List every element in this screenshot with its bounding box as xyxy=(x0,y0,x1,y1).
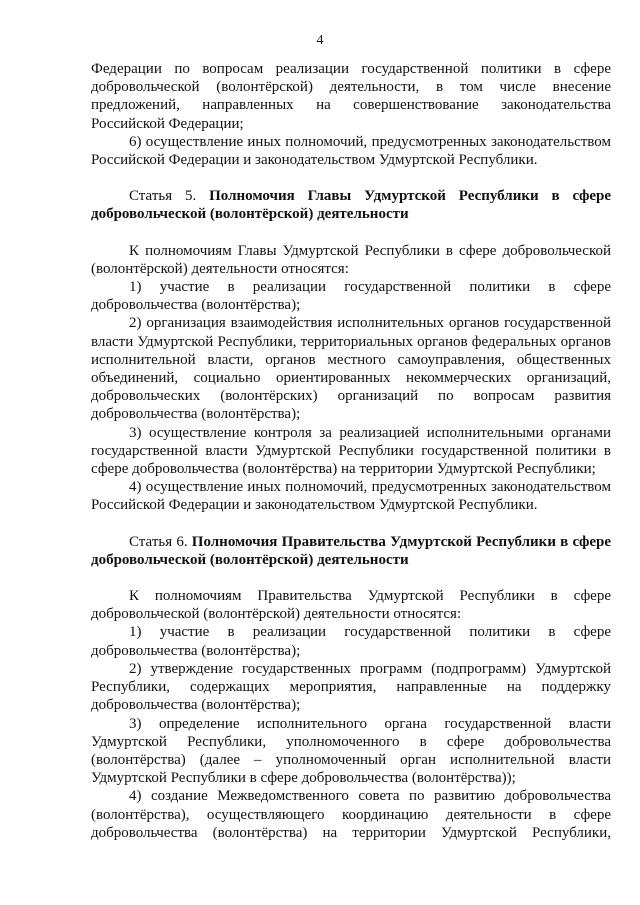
article-title: Полномочия Правительства Удмуртской Республики в сфере добровольческой (волонтёрской) деятельности xyxy=(91,533,611,568)
article-label: Статья 6. xyxy=(129,533,188,550)
article-label: Статья 5. xyxy=(129,188,197,205)
article-6-heading xyxy=(91,533,611,569)
list-item: 2) организация взаимодействия исполнительных органов государственной власти Удмуртской Республики, территориальных органов федеральных органов исполнительной власти, органов местного самоуправления, общественных объединений, социально ориентированных некоммерческих организаций, добровольческих (волонтёрских) организаций по вопросам развития добровольчества (волонтёрства); xyxy=(91,315,611,423)
article-intro: К полномочиям Главы Удмуртской Республики в сфере добровольческой (волонтёрской) деятельности относятся: xyxy=(91,242,611,277)
article-intro: К полномочиям Правительства Удмуртской Республики в сфере добровольческой (волонтёрской) деятельности относятся: xyxy=(91,588,611,623)
paragraph: 6) осуществление иных полномочий, предусмотренных законодательством Российской Федерации и законодательством Удмуртской Республики. xyxy=(91,133,611,169)
article-title: Полномочия Главы Удмуртской Республики в сфере добровольческой (волонтёрской) деятельности xyxy=(91,188,611,223)
paragraph: Федерации по вопросам реализации государственной политики в сфере добровольческой (волонтёрской) деятельности, в том числе внесение предложений, направленных на совершенствование законодательства Российской Федерации; xyxy=(91,61,611,132)
page-number: 4 xyxy=(316,33,324,48)
list-item: 1) участие в реализации государственной политики в сфере добровольчества (волонтёрства); xyxy=(91,624,611,659)
article-5-heading xyxy=(91,187,611,223)
list-item: 4) создание Межведомственного совета по развитию добровольчества (волонтёрства), осуществляющего координацию деятельности в сфере добровольчества (волонтёрства) на территории Удмуртской Республики, xyxy=(91,788,611,841)
list-item: 3) осуществление контроля за реализацией исполнительными органами государственной власти Удмуртской Республики государственной политики в сфере добровольчества (волонтёрства) на территории Удмуртской Республики; xyxy=(91,424,611,478)
list-item: 3) определение исполнительного органа государственной власти Удмуртской Республики, уполномоченного в сфере добровольчества (волонтёрства) (далее – уполномоченный орган исполнительной власти Удмуртской Республики в сфере добровольчества (волонтёрства)); xyxy=(91,715,611,787)
list-item: 2) утверждение государственных программ (подпрограмм) Удмуртской Республики, содержащих мероприятия, направленные на поддержку добровольчества (волонтёрства); xyxy=(91,660,611,714)
list-item: 4) осуществление иных полномочий, предусмотренных законодательством Российской Федерации и законодательством Удмуртской Республики. xyxy=(91,479,611,514)
document-body xyxy=(91,60,611,842)
list-item: 1) участие в реализации государственной политики в сфере добровольчества (волонтёрства); xyxy=(91,279,611,314)
